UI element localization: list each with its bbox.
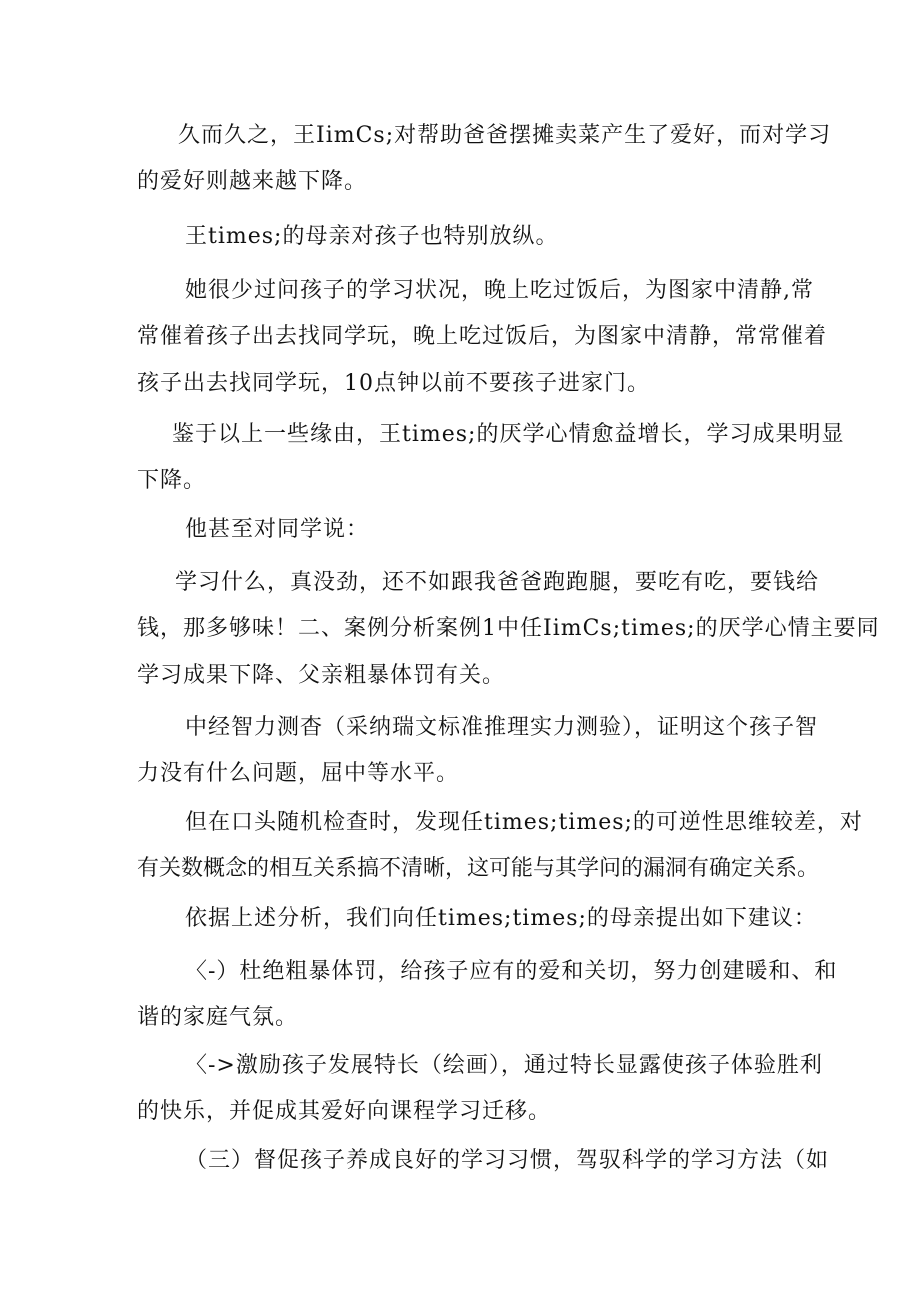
text-line: 〈->激励孩子发展特长（绘画），通过特长显露使孩子体验胜利 [185,1053,823,1078]
text-line: 常催着孩子出去找同学玩，晚上吃过饭后，为图家中清静，常常催着 [137,324,828,349]
text-line: 他甚至对同学说： [185,517,370,542]
text-line: 谐的家庭气氛。 [137,1005,299,1030]
text-line: 但在口头随机检查时，发现任times;times;的可逆性思维较差，对 [185,810,863,835]
text-line: 依据上述分析，我们向任times;times;的母亲提出如下建议： [185,906,817,931]
text-line: 的爱好则越来越下降。 [137,169,368,194]
text-line: 她很少过问孩子的学习状况，晚上吃过饭后，为图家中清静,常 [185,278,814,303]
text-line: 钱，那多够味！二、案例分析案例1中任IimCs;times;的厌学心情主要同 [137,616,880,641]
text-line: 有关数概念的相互关系搞不清晰，这可能与其学问的漏洞有确定关系。 [137,856,820,881]
text-line: 久而久之，王IimCs;对帮助爸爸摆摊卖菜产生了爱好，而对学习 [178,123,832,148]
text-line: 孩子出去找同学玩，10点钟以前不要孩子进家门。 [137,371,650,396]
text-line: 〈-）杜绝粗暴体罚，给孩子应有的爱和关切，努力创建暖和、和 [185,959,838,984]
text-line: 学习成果下降、父亲粗暴体罚有关。 [137,663,506,688]
text-line: 下降。 [137,468,207,493]
text-line: 中经智力测杳（采纳瑞文标准推理实力测验），证明这个孩子智 [185,715,819,740]
text-line: （三）督促孩子养成良好的学习习惯，驾驭科学的学习方法（如 [185,1148,830,1173]
text-line: 鉴于以上一些缘由，王times;的厌学心情愈益增长，学习成果明显 [172,422,845,447]
text-line: 王times;的母亲对孩子也特别放纵。 [185,224,559,249]
text-line: 的快乐，并促成其爱好向课程学习迁移。 [137,1099,552,1124]
text-line: 力没有什么问题，屈中等水平。 [137,761,460,786]
text-line: 学习什么，真没劲，还不如跟我爸爸跑跑腿，要吃有吃，要钱给 [175,570,820,595]
